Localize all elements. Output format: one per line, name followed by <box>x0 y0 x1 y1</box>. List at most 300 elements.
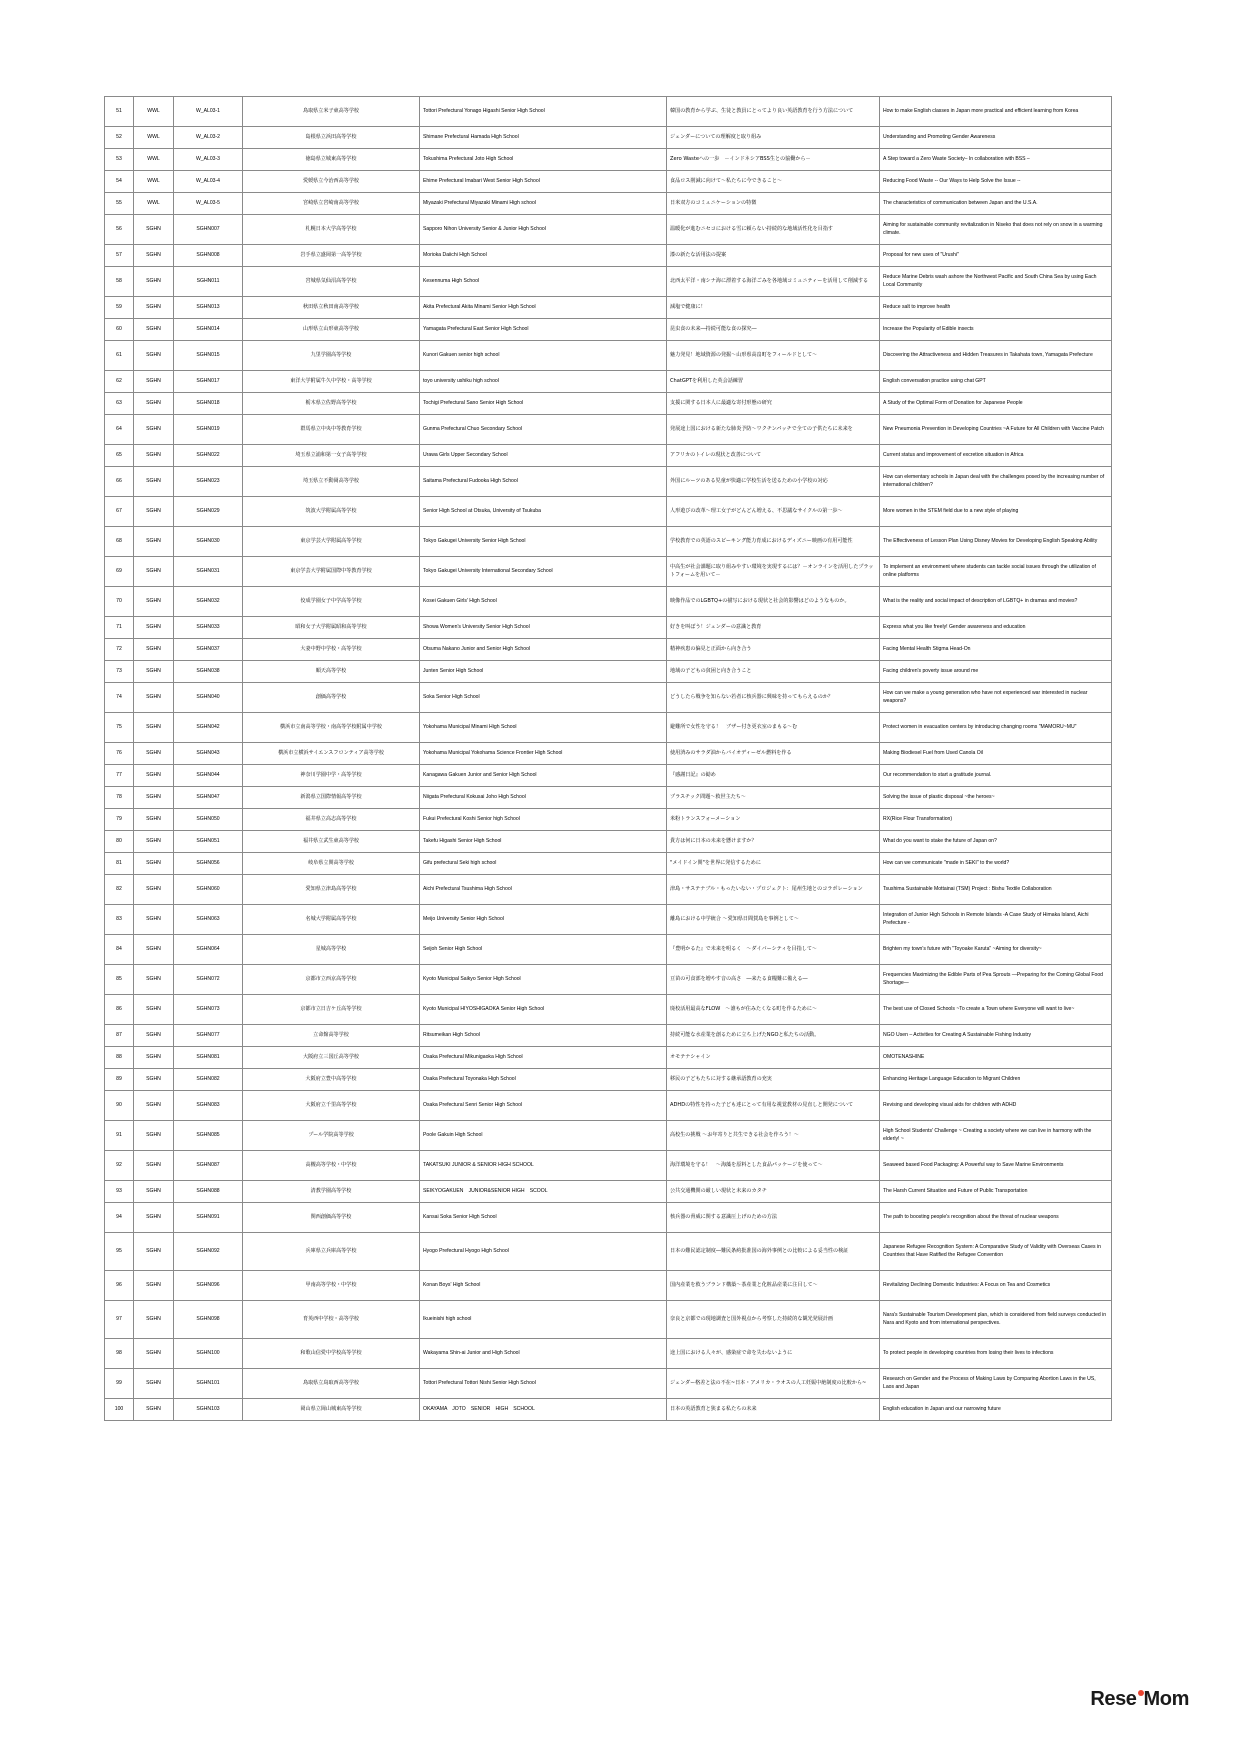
cell-code: SGHN042 <box>174 713 243 743</box>
cell-number: 64 <box>105 415 134 445</box>
cell-school-en: Morioka Daiichi High School <box>420 245 667 267</box>
cell-code: SGHN101 <box>174 1369 243 1399</box>
cell-school-jp: 宮崎県立宮崎南高等学校 <box>243 193 420 215</box>
cell-code: W_AL03-1 <box>174 97 243 127</box>
cell-school-jp: 岡山県立岡山城東高等学校 <box>243 1399 420 1421</box>
cell-title-jp: 使用済みのサラダ油からバイオディーゼル燃料を作る <box>667 743 880 765</box>
logo-text-rese: Rese <box>1090 1688 1137 1710</box>
cell-number: 100 <box>105 1399 134 1421</box>
cell-school-jp: 兵庫県立兵庫高等学校 <box>243 1233 420 1271</box>
cell-school-jp: 東京学芸大学附属国際中等教育学校 <box>243 557 420 587</box>
cell-code: W_AL03-2 <box>174 127 243 149</box>
cell-title-jp: 温暖化が進むニセコにおける雪に頼らない持続的な地域活性化を目指す <box>667 215 880 245</box>
cell-title-jp: 海洋環境を守る！ ～海藻を原料とした食品パッケージを使って～ <box>667 1151 880 1181</box>
cell-number: 85 <box>105 965 134 995</box>
cell-program: SGHN <box>134 445 174 467</box>
cell-title-en: Proposal for new uses of "Urushi" <box>880 245 1112 267</box>
cell-code: SGHN072 <box>174 965 243 995</box>
cell-program: SGHN <box>134 639 174 661</box>
cell-program: WWL <box>134 171 174 193</box>
table-row <box>105 1369 1112 1399</box>
cell-school-jp: 大阪府立三国丘高等学校 <box>243 1047 420 1069</box>
cell-title-jp: 『豊明かるた』で未来を明るく ～ダイバーシティを目指して～ <box>667 935 880 965</box>
cell-school-en: Osaka Prefectural Toyonaka High School <box>420 1069 667 1091</box>
cell-title-en: A Study of the Optimal Form of Donation for Japanese People <box>880 393 1112 415</box>
cell-school-jp: 大阪府立豊中高等学校 <box>243 1069 420 1091</box>
cell-school-jp: 埼玉県立浦和第一女子高等学校 <box>243 445 420 467</box>
cell-number: 94 <box>105 1203 134 1233</box>
cell-number: 68 <box>105 527 134 557</box>
cell-school-en: Aichi Prefectural Tsushima High School <box>420 875 667 905</box>
cell-code: SGHN051 <box>174 831 243 853</box>
cell-code: W_AL03-3 <box>174 149 243 171</box>
cell-code: SGHN092 <box>174 1233 243 1271</box>
cell-number: 65 <box>105 445 134 467</box>
cell-title-en: English conversation practice using chat GPT <box>880 371 1112 393</box>
cell-title-en: Integration of Junior High Schools in Remote Islands -A Case Study of Himaka Island, Aichi Prefecture - <box>880 905 1112 935</box>
cell-school-jp: 大阪府立千里高等学校 <box>243 1091 420 1121</box>
table-row <box>105 765 1112 787</box>
cell-program: SGHN <box>134 527 174 557</box>
cell-program: SGHN <box>134 1121 174 1151</box>
table-row <box>105 127 1112 149</box>
cell-title-en: Nara's Sustainable Tourism Development plan, which is considered from field surveys conducted in Nara and Kyoto and from international perspectives. <box>880 1301 1112 1339</box>
table-row <box>105 149 1112 171</box>
cell-code: SGHN032 <box>174 587 243 617</box>
cell-code: SGHN056 <box>174 853 243 875</box>
cell-code: SGHN044 <box>174 765 243 787</box>
cell-number: 59 <box>105 297 134 319</box>
table-row <box>105 1121 1112 1151</box>
cell-school-en: Saitama Prefectural Fudooka High School <box>420 467 667 497</box>
cell-title-jp: 持続可能な水産業を創るために立ち上げたNGOと私たちの活動。 <box>667 1025 880 1047</box>
cell-code: SGHN100 <box>174 1339 243 1369</box>
cell-program: SGHN <box>134 497 174 527</box>
table-row <box>105 267 1112 297</box>
table-row <box>105 557 1112 587</box>
cell-title-jp: 核兵器の脅威に関する意識圧上げのための方法 <box>667 1203 880 1233</box>
table-row <box>105 1399 1112 1421</box>
cell-school-jp: 東洋大学附属牛久中学校・高等学校 <box>243 371 420 393</box>
cell-title-en: How can we make a young generation who have not experienced war interested in nuclear weapons? <box>880 683 1112 713</box>
cell-code: SGHN031 <box>174 557 243 587</box>
cell-number: 51 <box>105 97 134 127</box>
cell-school-en: Ikueinishi high school <box>420 1301 667 1339</box>
cell-program: SGHN <box>134 215 174 245</box>
cell-title-jp: 魅力発見！地域資源の発掘～山形県高畠町をフィールドとして～ <box>667 341 880 371</box>
cell-number: 97 <box>105 1301 134 1339</box>
cell-code: SGHN082 <box>174 1069 243 1091</box>
cell-title-jp: 北西太平洋・南シナ海に漂着する海洋ごみを各地域コミュニティーを活用して削減する <box>667 267 880 297</box>
cell-code: SGHN047 <box>174 787 243 809</box>
cell-title-en: Frequencies Maximizing the Edible Parts of Pea Sprouts ―Preparing for the Coming Global Food Shortage― <box>880 965 1112 995</box>
cell-school-en: Showa Women's University Senior High School <box>420 617 667 639</box>
cell-school-jp: 甲南高等学校・中学校 <box>243 1271 420 1301</box>
cell-code: SGHN088 <box>174 1181 243 1203</box>
cell-number: 93 <box>105 1181 134 1203</box>
table-row <box>105 617 1112 639</box>
cell-number: 52 <box>105 127 134 149</box>
cell-number: 71 <box>105 617 134 639</box>
cell-school-jp: 栃木県立佐野高等学校 <box>243 393 420 415</box>
cell-title-en: NGO Usen – Activities for Creating A Sustainable Fishing Industry <box>880 1025 1112 1047</box>
cell-program: SGHN <box>134 415 174 445</box>
cell-title-en: Reduce salt to improve health <box>880 297 1112 319</box>
cell-number: 90 <box>105 1091 134 1121</box>
table-row <box>105 787 1112 809</box>
cell-title-en: Reducing Food Waste -- Our Ways to Help Solve the Issue -- <box>880 171 1112 193</box>
cell-title-en: Revitalizing Declining Domestic Industries: A Focus on Tea and Cosmetics <box>880 1271 1112 1301</box>
cell-program: SGHN <box>134 393 174 415</box>
cell-number: 80 <box>105 831 134 853</box>
cell-code: SGHN081 <box>174 1047 243 1069</box>
table-row <box>105 371 1112 393</box>
cell-number: 73 <box>105 661 134 683</box>
cell-title-jp: 日本の難民認定制度―難民条約批准国の海外事例との比較による妥当性の検証 <box>667 1233 880 1271</box>
cell-school-en: Junten Senior High School <box>420 661 667 683</box>
cell-number: 54 <box>105 171 134 193</box>
cell-school-en: Wakayama Shin-ai Junior and High School <box>420 1339 667 1369</box>
cell-program: SGHN <box>134 1091 174 1121</box>
cell-title-jp: 津島・サステナブル・もったいない・プロジェクト：尾州生地とのコラボレーション <box>667 875 880 905</box>
table-row <box>105 853 1112 875</box>
cell-school-jp: 昭和女子大学附属昭和高等学校 <box>243 617 420 639</box>
cell-program: SGHN <box>134 1151 174 1181</box>
cell-number: 83 <box>105 905 134 935</box>
cell-number: 88 <box>105 1047 134 1069</box>
cell-number: 95 <box>105 1233 134 1271</box>
cell-program: SGHN <box>134 853 174 875</box>
cell-title-jp: 奈良と京都での現地調査と国外視点から考察した持続的な観光発展計画 <box>667 1301 880 1339</box>
cell-school-en: Hyogo Prefectural Hyogo High School <box>420 1233 667 1271</box>
cell-school-en: SEIKYOGAKUEN JUNIOR&SENIOR HIGH SCOOL <box>420 1181 667 1203</box>
cell-title-en: The best use of Closed Schools ~To create a Town where Everyone will want to live~ <box>880 995 1112 1025</box>
table-row <box>105 245 1112 267</box>
cell-school-en: Niigata Prefectural Kokusai Joho High School <box>420 787 667 809</box>
table-row <box>105 341 1112 371</box>
cell-school-jp: 和歌山信愛中学校高等学校 <box>243 1339 420 1369</box>
cell-code: SGHN087 <box>174 1151 243 1181</box>
cell-school-en: Tochigi Prefectural Sano Senior High School <box>420 393 667 415</box>
cell-code: SGHN096 <box>174 1271 243 1301</box>
cell-code: SGHN037 <box>174 639 243 661</box>
cell-program: SGHN <box>134 1369 174 1399</box>
cell-title-jp: プラスチック問題～救世主たち～ <box>667 787 880 809</box>
cell-title-jp: アフリカのトイレの現状と改善について <box>667 445 880 467</box>
cell-number: 91 <box>105 1121 134 1151</box>
cell-title-jp: 移民の子どもたちに対する継承語教育の充実 <box>667 1069 880 1091</box>
cell-school-jp: 育英西中学校・高等学校 <box>243 1301 420 1339</box>
cell-title-jp: 漆の新たな活用法の提案 <box>667 245 880 267</box>
cell-title-en: New Pneumonia Prevention in Developing Countries ~A Future for All Children with Vaccine Patch <box>880 415 1112 445</box>
cell-title-en: More women in the STEM field due to a new style of playing <box>880 497 1112 527</box>
cell-title-jp: 外国にルーツのある児童が快適に学校生活を送るための小学校の対応 <box>667 467 880 497</box>
cell-title-en: Aiming for sustainable community revitalization in Niseko that does not rely on snow in a warming climate. <box>880 215 1112 245</box>
cell-title-en: Japanese Refugee Recognition System: A Comparative Study of Validity with Overseas Cases in Countries that Have Ratified the Refugee Convention <box>880 1233 1112 1271</box>
cell-school-jp: 横浜市立南高等学校・南高等学校附属中学校 <box>243 713 420 743</box>
table-row <box>105 1233 1112 1271</box>
cell-program: SGHN <box>134 267 174 297</box>
cell-program: WWL <box>134 149 174 171</box>
cell-school-en: Tokushima Prefectural Joto High School <box>420 149 667 171</box>
cell-program: SGHN <box>134 713 174 743</box>
cell-program: SGHN <box>134 1399 174 1421</box>
cell-code: SGHN043 <box>174 743 243 765</box>
cell-school-jp: 京都市立西京高等学校 <box>243 965 420 995</box>
cell-code: SGHN018 <box>174 393 243 415</box>
cell-program: SGHN <box>134 905 174 935</box>
cell-number: 82 <box>105 875 134 905</box>
cell-title-jp: 『感謝日記』の勧め <box>667 765 880 787</box>
cell-school-jp: 福井県立高志高等学校 <box>243 809 420 831</box>
logo-dot <box>1138 1690 1144 1696</box>
resemom-logo <box>1090 1688 1189 1711</box>
cell-number: 77 <box>105 765 134 787</box>
cell-number: 81 <box>105 853 134 875</box>
cell-school-jp: 関西創価高等学校 <box>243 1203 420 1233</box>
table-row <box>105 875 1112 905</box>
cell-school-en: OKAYAMA JOTO SENIOR HIGH SCHOOL <box>420 1399 667 1421</box>
cell-number: 72 <box>105 639 134 661</box>
cell-code: SGHN098 <box>174 1301 243 1339</box>
cell-school-en: Takefu Higashi Senior High School <box>420 831 667 853</box>
table-row <box>105 193 1112 215</box>
school-listing-table <box>104 96 1112 1421</box>
table-row <box>105 467 1112 497</box>
cell-school-en: toyo university ushiku high school <box>420 371 667 393</box>
cell-number: 79 <box>105 809 134 831</box>
cell-code: SGHN083 <box>174 1091 243 1121</box>
cell-school-en: Kosei Gakuen Girls' High School <box>420 587 667 617</box>
cell-title-jp: 韓国の教育から学ぶ、生徒と教員にとってより良い英語教育を行う方法について <box>667 97 880 127</box>
cell-school-jp: 高槻高等学校・中学校 <box>243 1151 420 1181</box>
cell-school-en: Konan Boys' High School <box>420 1271 667 1301</box>
cell-code: SGHN008 <box>174 245 243 267</box>
table-body <box>105 97 1112 1421</box>
cell-school-en: Seijoh Senior High School <box>420 935 667 965</box>
cell-school-en: Poole Gakuin High School <box>420 1121 667 1151</box>
cell-title-jp: 途上国における人々が、感染症で命を失わないように <box>667 1339 880 1369</box>
cell-school-jp: 福井県立武生東高等学校 <box>243 831 420 853</box>
cell-program: SGHN <box>134 1069 174 1091</box>
cell-school-jp: 埼玉県立不動岡高等学校 <box>243 467 420 497</box>
cell-title-en: To protect people in developing countries from losing their lives to infections <box>880 1339 1112 1369</box>
cell-school-en: Osaka Prefectural Mikunigaoka High School <box>420 1047 667 1069</box>
cell-program: WWL <box>134 127 174 149</box>
cell-school-en: Gifu prefectural Seki high school <box>420 853 667 875</box>
table-row <box>105 1025 1112 1047</box>
cell-number: 56 <box>105 215 134 245</box>
cell-title-en: Tsushima Sustainable Mottainai (TSM) Project : Bishu Textile Collaboration <box>880 875 1112 905</box>
cell-title-en: Revising and developing visual aids for children with ADHD <box>880 1091 1112 1121</box>
cell-program: SGHN <box>134 1047 174 1069</box>
cell-title-en: The Effectiveness of Lesson Plan Using Disney Movies for Developing English Speaking Ability <box>880 527 1112 557</box>
cell-number: 63 <box>105 393 134 415</box>
cell-number: 84 <box>105 935 134 965</box>
cell-code: SGHN022 <box>174 445 243 467</box>
cell-number: 53 <box>105 149 134 171</box>
cell-school-jp: 宮城県気仙沼高等学校 <box>243 267 420 297</box>
cell-title-jp: 食品ロス削減に向けて～私たちに今できること～ <box>667 171 880 193</box>
cell-program: SGHN <box>134 1203 174 1233</box>
cell-title-jp: 貴方は何に日本の未来を懸けますか？ <box>667 831 880 853</box>
cell-code: SGHN014 <box>174 319 243 341</box>
cell-school-jp: 島根県立浜田高等学校 <box>243 127 420 149</box>
cell-title-en: How can we communicate "made in SEKI" to the world? <box>880 853 1112 875</box>
logo-text-mom: Mom <box>1143 1688 1189 1710</box>
cell-school-en: Yokohama Municipal Yokohama Science Frontier High School <box>420 743 667 765</box>
cell-title-en: How can elementary schools in Japan deal with the challenges posed by the increasing number of international children? <box>880 467 1112 497</box>
table-row <box>105 97 1112 127</box>
cell-title-jp: 高校生の挑戦 ～お年寄りと共生できる社会を作ろう！～ <box>667 1121 880 1151</box>
cell-program: SGHN <box>134 661 174 683</box>
cell-school-en: Urawa Girls Upper Secondary School <box>420 445 667 467</box>
cell-school-en: Soka Senior High School <box>420 683 667 713</box>
cell-school-jp: 創価高等学校 <box>243 683 420 713</box>
cell-title-en: Making Biodiesel Fuel from Used Canola Oil <box>880 743 1112 765</box>
cell-number: 96 <box>105 1271 134 1301</box>
cell-school-jp: 秋田県立秋田南高等学校 <box>243 297 420 319</box>
table-row <box>105 683 1112 713</box>
cell-code: SGHN029 <box>174 497 243 527</box>
cell-code: SGHN091 <box>174 1203 243 1233</box>
cell-title-jp: 映像作品でのLGBTQ+の描写における現状と社会的影響はどのようなものか。 <box>667 587 880 617</box>
cell-number: 92 <box>105 1151 134 1181</box>
table-row <box>105 1069 1112 1091</box>
table-row <box>105 1271 1112 1301</box>
cell-title-en: To implement an environment where students can tackle social issues through the utilization of online platforms <box>880 557 1112 587</box>
cell-school-en: Gunma Prefectural Chuo Secondary School <box>420 415 667 445</box>
cell-school-en: Kunori Gakuen senior high school <box>420 341 667 371</box>
cell-title-en: Enhancing Heritage Language Education to Migrant Children <box>880 1069 1112 1091</box>
cell-title-jp: 米粉トランスフォーメーション <box>667 809 880 831</box>
cell-code: SGHN064 <box>174 935 243 965</box>
cell-program: SGHN <box>134 557 174 587</box>
cell-title-en: Facing Mental Health Stigma Head-On <box>880 639 1112 661</box>
cell-school-en: Sapporo Nihon University Senior & Junior High School <box>420 215 667 245</box>
cell-number: 69 <box>105 557 134 587</box>
cell-number: 89 <box>105 1069 134 1091</box>
cell-school-en: Kyoto Municipal HIYOSHIGAOKA Senior High School <box>420 995 667 1025</box>
cell-school-jp: 新潟県立国際情報高等学校 <box>243 787 420 809</box>
cell-number: 60 <box>105 319 134 341</box>
cell-title-en: Seaweed based Food Packaging: A Powerful way to Save Marine Environments <box>880 1151 1112 1181</box>
cell-school-jp: 横浜市立横浜サイエンスフロンティア高等学校 <box>243 743 420 765</box>
cell-program: SGHN <box>134 341 174 371</box>
cell-title-jp: 支援に関する日本人に最適な寄付形態の研究 <box>667 393 880 415</box>
cell-number: 87 <box>105 1025 134 1047</box>
cell-program: SGHN <box>134 319 174 341</box>
cell-code: SGHN040 <box>174 683 243 713</box>
cell-school-jp: 名城大学附属高等学校 <box>243 905 420 935</box>
cell-title-jp: 人形遊びの改革～理工女子がどんどん増える、不思議なサイクルの第一歩～ <box>667 497 880 527</box>
cell-school-en: Kanagawa Gakuen Junior and Senior High School <box>420 765 667 787</box>
cell-code: SGHN011 <box>174 267 243 297</box>
cell-school-en: Ehime Prefectural Imabari West Senior High School <box>420 171 667 193</box>
cell-school-jp: 徳島県立城東高等学校 <box>243 149 420 171</box>
cell-code: SGHN019 <box>174 415 243 445</box>
cell-number: 58 <box>105 267 134 297</box>
cell-program: SGHN <box>134 787 174 809</box>
cell-program: SGHN <box>134 297 174 319</box>
cell-code: SGHN013 <box>174 297 243 319</box>
cell-code: SGHN033 <box>174 617 243 639</box>
cell-program: SGHN <box>134 1339 174 1369</box>
cell-program: WWL <box>134 193 174 215</box>
cell-code: SGHN038 <box>174 661 243 683</box>
table-row <box>105 661 1112 683</box>
cell-program: SGHN <box>134 1271 174 1301</box>
cell-title-en: High School Students' Challenge ~ Creating a society where we can live in harmony with the elderly! ~ <box>880 1121 1112 1151</box>
table-row <box>105 831 1112 853</box>
cell-title-en: Express what you like freely! Gender awareness and education <box>880 617 1112 639</box>
cell-code: SGHN007 <box>174 215 243 245</box>
cell-school-en: Otsuma Nakano Junior and Senior High School <box>420 639 667 661</box>
cell-school-jp: 群馬県立中央中等教育学校 <box>243 415 420 445</box>
cell-school-jp: 札幌日本大学高等学校 <box>243 215 420 245</box>
table-row <box>105 527 1112 557</box>
cell-program: SGHN <box>134 875 174 905</box>
cell-school-jp: 岐阜県立関高等学校 <box>243 853 420 875</box>
table-row <box>105 319 1112 341</box>
cell-program: SGHN <box>134 831 174 853</box>
cell-title-jp: ChatGPTを利用した英会話練習 <box>667 371 880 393</box>
cell-school-jp: 鳥取県立米子東高等学校 <box>243 97 420 127</box>
cell-title-en: The characteristics of communication between Japan and the U.S.A. <box>880 193 1112 215</box>
cell-title-en: Discovering the Attractiveness and Hidden Treasures in Takahata town, Yamagata Prefecture <box>880 341 1112 371</box>
cell-title-en: Increase the Popularity of Edible insects <box>880 319 1112 341</box>
table-row <box>105 1091 1112 1121</box>
table-row <box>105 415 1112 445</box>
cell-program: SGHN <box>134 371 174 393</box>
cell-program: WWL <box>134 97 174 127</box>
cell-school-en: Akita Prefectural Akita Minami Senior High School <box>420 297 667 319</box>
cell-number: 74 <box>105 683 134 713</box>
cell-number: 62 <box>105 371 134 393</box>
cell-school-jp: 東京学芸大学附属高等学校 <box>243 527 420 557</box>
cell-code: SGHN030 <box>174 527 243 557</box>
table-row <box>105 639 1112 661</box>
cell-program: SGHN <box>134 245 174 267</box>
cell-school-en: Meijo University Senior High School <box>420 905 667 935</box>
cell-number: 55 <box>105 193 134 215</box>
cell-school-jp: 鳥取県立鳥取西高等学校 <box>243 1369 420 1399</box>
cell-school-jp: 順天高等学校 <box>243 661 420 683</box>
cell-title-jp: 豆苗の可食部を増やす音の高さ ―来たる食糧難に備える― <box>667 965 880 995</box>
cell-title-en: Our recommendation to start a gratitude journal. <box>880 765 1112 787</box>
cell-program: SGHN <box>134 683 174 713</box>
table-row <box>105 1151 1112 1181</box>
cell-title-en: A Step toward a Zero Waste Society– In collaboration with BSS – <box>880 149 1112 171</box>
cell-title-jp: 昆虫食の未来―持続可能な食の探究― <box>667 319 880 341</box>
cell-title-en: English education in Japan and our narrowing future <box>880 1399 1112 1421</box>
cell-school-en: Miyazaki Prefectural Miyazaki Minami High school <box>420 193 667 215</box>
cell-program: SGHN <box>134 965 174 995</box>
cell-school-jp: 清教学園高等学校 <box>243 1181 420 1203</box>
cell-title-en: Solving the issue of plastic disposal ~the heroes~ <box>880 787 1112 809</box>
cell-code: SGHN085 <box>174 1121 243 1151</box>
cell-title-jp: どうしたら戦争を知らない若者に核兵器に興味を持ってもらえるのか？ <box>667 683 880 713</box>
cell-school-en: Kesennuma High School <box>420 267 667 297</box>
cell-school-en: Kyoto Municipal Saikyo Senior High School <box>420 965 667 995</box>
cell-code: SGHN017 <box>174 371 243 393</box>
cell-title-en: Protect women in evacuation centers by introducing changing rooms "MAMORU~MU" <box>880 713 1112 743</box>
table-row <box>105 171 1112 193</box>
cell-title-jp: 日本の英語教育と狭まる私たちの未来 <box>667 1399 880 1421</box>
table-row <box>105 1181 1112 1203</box>
cell-title-jp: 地域の子どもの貧困と向き合うこと <box>667 661 880 683</box>
cell-number: 61 <box>105 341 134 371</box>
